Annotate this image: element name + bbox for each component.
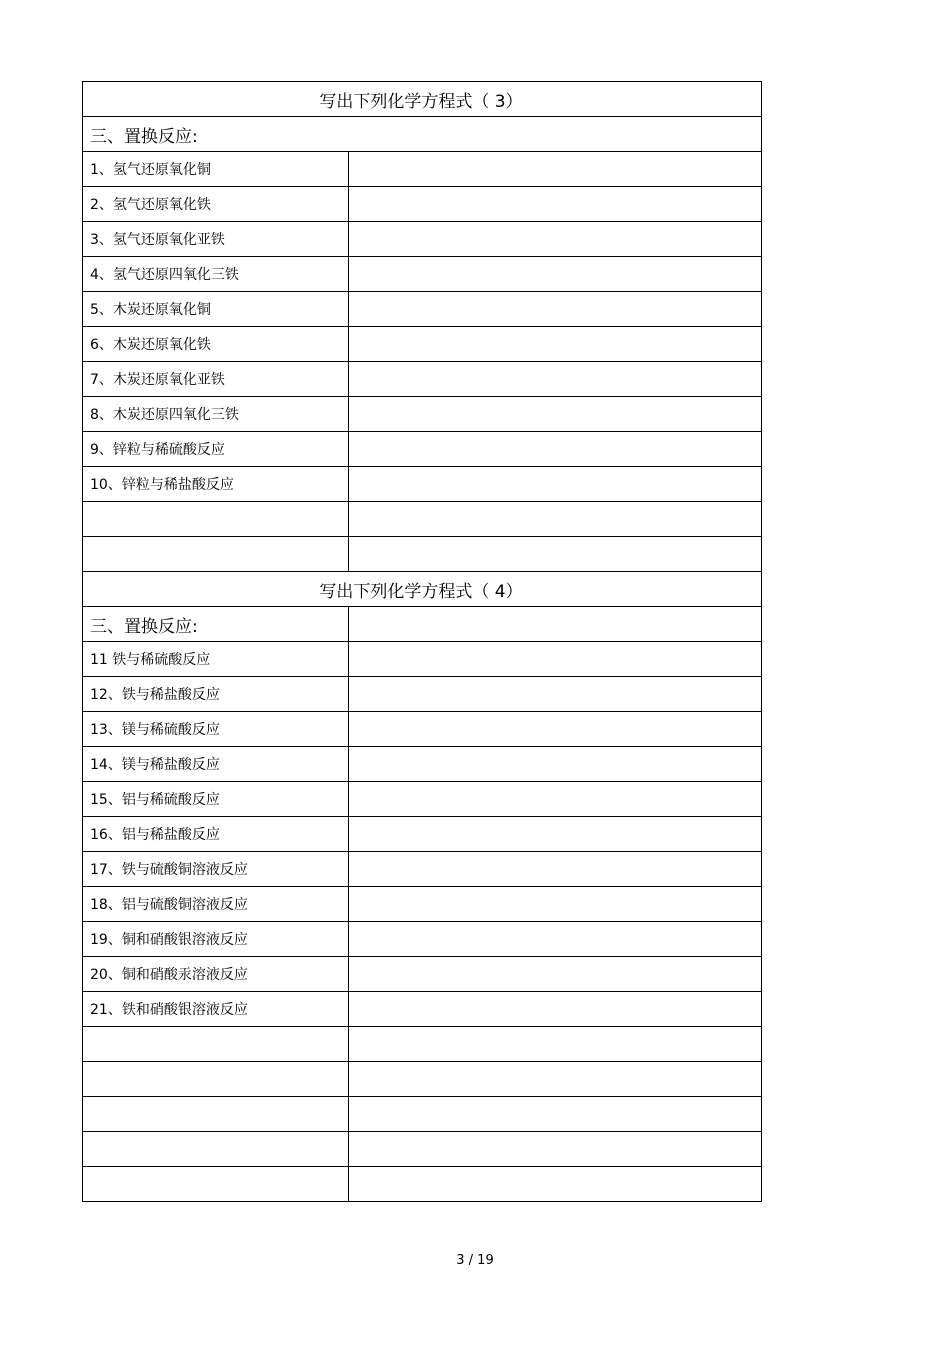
part4-title: 写出下列化学方程式（ 4） [319,581,523,602]
reaction-label [83,1167,349,1202]
reaction-label: 20、铜和硝酸汞溶液反应 [83,957,349,992]
equation-answer-cell[interactable] [349,397,762,432]
reaction-label: 9、锌粒与稀硫酸反应 [83,432,349,467]
equation-answer-cell[interactable] [349,642,762,677]
equation-answer-cell[interactable] [349,782,762,817]
equation-answer-cell[interactable] [349,327,762,362]
table-row [83,922,762,957]
equation-answer-cell[interactable] [349,747,762,782]
reaction-label: 21、铁和硝酸银溶液反应 [83,992,349,1027]
equation-answer-cell[interactable] [349,817,762,852]
reaction-label: 10、锌粒与稀盐酸反应 [83,467,349,502]
equation-answer-cell[interactable] [349,887,762,922]
equation-answer-cell[interactable] [349,257,762,292]
part4-title-row [83,572,762,607]
reaction-label: 14、镁与稀盐酸反应 [83,747,349,782]
reaction-label: 3、氢气还原氧化亚铁 [83,222,349,257]
equation-answer-cell[interactable] [349,537,762,572]
table-row [83,537,762,572]
equation-answer-cell[interactable] [349,152,762,187]
table-row [83,187,762,222]
equation-answer-cell[interactable] [349,852,762,887]
equation-answer-cell[interactable] [349,1062,762,1097]
equation-answer-cell[interactable] [349,222,762,257]
table-row [83,817,762,852]
equation-answer-cell[interactable] [349,607,762,642]
reaction-label: 2、氢气还原氧化铁 [83,187,349,222]
reaction-label: 15、铝与稀硫酸反应 [83,782,349,817]
reaction-label: 1、氢气还原氧化铜 [83,152,349,187]
table-row [83,432,762,467]
reaction-label: 7、木炭还原氧化亚铁 [83,362,349,397]
reaction-label [83,1097,349,1132]
reaction-label: 16、铝与稀盐酸反应 [83,817,349,852]
reaction-label [83,537,349,572]
table-row [83,1027,762,1062]
reaction-label: 18、铝与硫酸铜溶液反应 [83,887,349,922]
table-row [83,362,762,397]
table-row [83,1097,762,1132]
part3-title-cell [83,82,762,117]
equation-answer-cell[interactable] [349,677,762,712]
reaction-label [83,1132,349,1167]
table-row [83,327,762,362]
part3-title: 写出下列化学方程式（ 3） [319,91,523,112]
equation-answer-cell[interactable] [349,712,762,747]
table-row [83,1132,762,1167]
part4-title-cell [83,572,762,607]
table-row [83,992,762,1027]
equation-answer-cell[interactable] [349,922,762,957]
equation-answer-cell[interactable] [349,292,762,327]
table-row [83,257,762,292]
equation-answer-cell[interactable] [349,1132,762,1167]
table-row [83,677,762,712]
equation-worksheet-table [82,81,762,1202]
table-row [83,852,762,887]
part4-section-heading: 三、置换反应: [83,607,349,642]
equation-answer-cell[interactable] [349,992,762,1027]
table-row [83,222,762,257]
reaction-label: 4、氢气还原四氧化三铁 [83,257,349,292]
page-number: 3 / 19 [456,1253,494,1268]
table-row [83,957,762,992]
equation-answer-cell[interactable] [349,432,762,467]
reaction-label: 12、铁与稀盐酸反应 [83,677,349,712]
reaction-label [83,1027,349,1062]
table-row [83,397,762,432]
table-row [83,467,762,502]
worksheet-body [83,82,762,1202]
reaction-label: 6、木炭还原氧化铁 [83,327,349,362]
reaction-label: 8、木炭还原四氧化三铁 [83,397,349,432]
reaction-label: 13、镁与稀硫酸反应 [83,712,349,747]
reaction-label: 5、木炭还原氧化铜 [83,292,349,327]
table-row [83,747,762,782]
table-row [83,642,762,677]
table-row [83,152,762,187]
equation-answer-cell[interactable] [349,467,762,502]
equation-answer-cell[interactable] [349,1097,762,1132]
equation-answer-cell[interactable] [349,957,762,992]
equation-answer-cell[interactable] [349,1167,762,1202]
reaction-label: 11 铁与稀硫酸反应 [83,642,349,677]
part3-section-heading: 三、置换反应: [83,117,762,152]
part3-title-row [83,82,762,117]
equation-answer-cell[interactable] [349,502,762,537]
table-row [83,712,762,747]
table-row [83,292,762,327]
table-row [83,1167,762,1202]
reaction-label: 19、铜和硝酸银溶液反应 [83,922,349,957]
reaction-label [83,1062,349,1097]
table-row [83,782,762,817]
reaction-label [83,502,349,537]
equation-answer-cell[interactable] [349,362,762,397]
table-row [83,887,762,922]
equation-answer-cell[interactable] [349,187,762,222]
equation-answer-cell[interactable] [349,1027,762,1062]
table-row [83,502,762,537]
reaction-label: 17、铁与硫酸铜溶液反应 [83,852,349,887]
table-row [83,1062,762,1097]
part4-section-row [83,607,762,642]
part3-section-row [83,117,762,152]
